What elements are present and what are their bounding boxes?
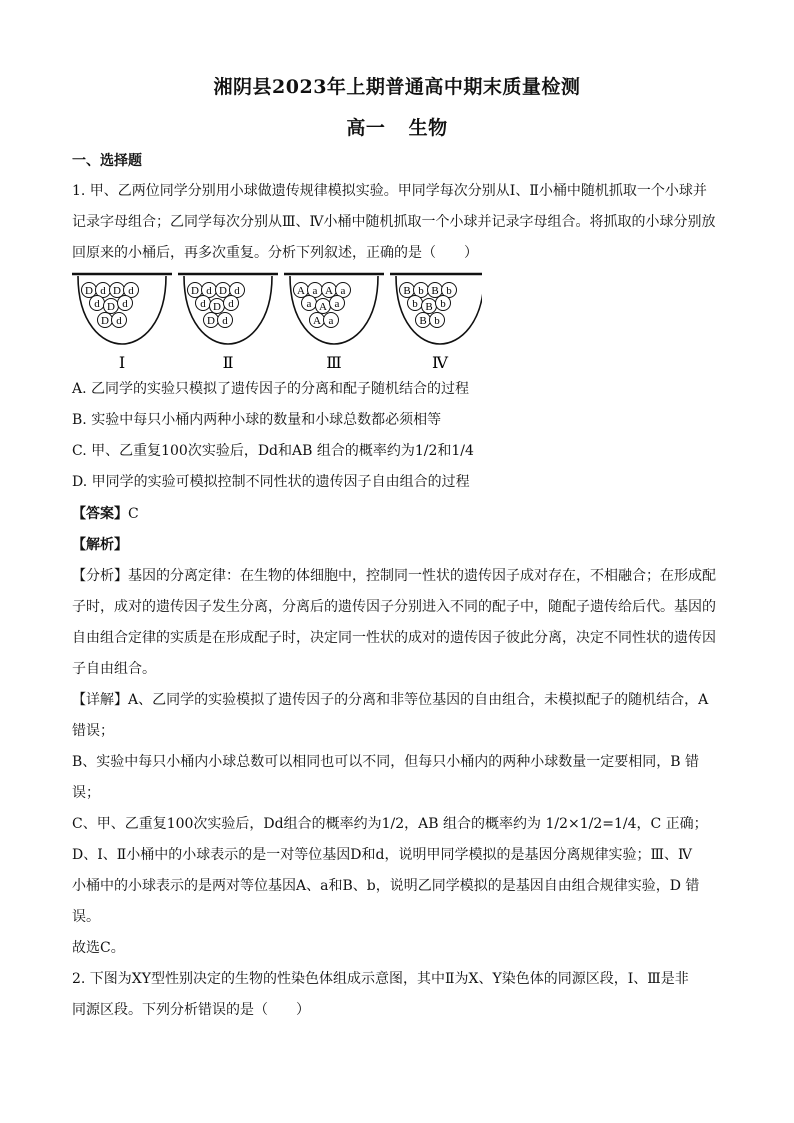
ball-letter: a	[328, 315, 334, 327]
ball-letter: d	[122, 298, 128, 310]
ball-letter: A	[313, 315, 321, 327]
fenxi-line: 子时，成对的遗传因子发生分离，分离后的遗传因子分别进入不同的配子中，随配子遗传给后代。基因的	[72, 599, 716, 615]
ball-letter: A	[319, 301, 327, 313]
ball-letter: D	[213, 301, 221, 313]
ball-letter: d	[116, 315, 122, 327]
ball-letter: d	[94, 298, 100, 310]
ball-letter: D	[219, 285, 227, 297]
xiangjie-line: 误；	[72, 785, 100, 801]
ball-letter: D	[107, 301, 115, 313]
ball-letter: d	[228, 298, 234, 310]
xiangjie-line: 错误；	[72, 723, 114, 739]
bucket-label: Ⅰ	[118, 353, 126, 372]
ball-letter: B	[425, 301, 433, 313]
bucket-label: Ⅱ	[222, 353, 234, 372]
bucket	[72, 274, 172, 372]
ball-letter: d	[234, 285, 240, 297]
ball-letter: d	[128, 285, 134, 297]
ball-letter: a	[312, 285, 318, 297]
ball-letter: A	[325, 285, 333, 297]
ball-letter: a	[306, 298, 312, 310]
section-heading: 一、选择题	[72, 153, 142, 169]
answer-label: 【答案】	[72, 506, 128, 522]
ball-letter: A	[297, 285, 305, 297]
ball-letter: a	[334, 298, 340, 310]
subtitle-subject: 生物	[408, 117, 448, 139]
option-b: B. 实验中每只小桶内两种小球的数量和小球总数都必须相等	[72, 412, 442, 428]
page-subtitle	[0, 113, 794, 140]
answer-line	[72, 499, 724, 530]
answer-block	[72, 499, 724, 1026]
option-c: C. 甲、乙重复100次实验后，Dd和AB 组合的概率约为1/2和1/4	[72, 443, 474, 459]
ball-letter: b	[434, 315, 440, 327]
stem-line: 1. 甲、乙两位同学分别用小球做遗传规律模拟实验。甲同学每次分别从Ⅰ、Ⅱ小桶中随机抓取一个小球并	[72, 183, 707, 199]
ball-letter: d	[222, 315, 228, 327]
bucket	[390, 274, 482, 372]
ball-letter: b	[418, 285, 424, 297]
xiangjie-line: 故选C。	[72, 940, 125, 956]
ball-letter: D	[101, 315, 109, 327]
ball-letter: d	[100, 285, 106, 297]
fenxi-line: 自由组合定律的实质是在形成配子时，决定同一性状的成对的遗传因子彼此分离，决定不同性状的遗传因	[72, 630, 716, 646]
page-title: 湘阴县2023年上期普通高中期末质量检测	[213, 76, 581, 98]
xiangjie-line: 【详解】A、乙同学的实验模拟了遗传因子的分离和非等位基因的自由组合，未模拟配子的随机结合，A	[72, 692, 709, 708]
bucket-figure	[72, 268, 482, 378]
question-1-stem	[72, 176, 724, 269]
ball-letter: D	[207, 315, 215, 327]
option-a: A. 乙同学的实验只模拟了遗传因子的分离和配子随机结合的过程	[72, 381, 470, 397]
fenxi-line: 【分析】基因的分离定律：在生物的体细胞中，控制同一性状的遗传因子成对存在，不相融合；在形成配	[72, 568, 716, 584]
xiangjie-line: D、Ⅰ、Ⅱ小桶中的小球表示的是一对等位基因D和d，说明甲同学模拟的是基因分离规律实验；Ⅲ、Ⅳ	[72, 847, 692, 863]
answer-value: C	[128, 506, 139, 522]
bucket	[284, 274, 384, 372]
xiangjie-line: C、甲、乙重复100次实验后，Dd组合的概率约为1/2，AB 组合的概率约为 1/2×1/2=1/4，C 正确；	[72, 816, 708, 832]
bucket-label: Ⅲ	[326, 353, 342, 372]
ball-letter: D	[191, 285, 199, 297]
ball-letter: B	[403, 285, 411, 297]
ball-letter: B	[419, 315, 427, 327]
option-d: D. 甲同学的实验可模拟控制不同性状的遗传因子自由组合的过程	[72, 474, 470, 490]
bucket-label: Ⅳ	[432, 353, 448, 372]
xiangjie-line: 小桶中的小球表示的是两对等位基因A、a和B、b，说明乙同学模拟的是基因自由组合规律实验，D 错	[72, 878, 700, 894]
q2-stem-line: 2. 下图为XY型性别决定的生物的性染色体组成示意图，其中Ⅱ为X、Y染色体的同源区段，Ⅰ、Ⅲ是非	[72, 971, 689, 987]
ball-letter: B	[431, 285, 439, 297]
stem-line: 记录字母组合；乙同学每次分别从Ⅲ、Ⅳ小桶中随机抓取一个小球并记录字母组合。将抓取的小球分别放	[72, 214, 716, 230]
ball-letter: d	[206, 285, 212, 297]
ball-letter: a	[340, 285, 346, 297]
analysis-label: 【解析】	[72, 537, 128, 553]
fenxi-line: 子自由组合。	[72, 661, 156, 677]
xiangjie-line: 误。	[72, 909, 100, 925]
ball-letter: b	[446, 285, 452, 297]
ball-letter: b	[412, 298, 418, 310]
xiangjie-line: B、实验中每只小桶内小球总数可以相同也可以不同，但每只小桶内的两种小球数量一定要相同，B 错	[72, 754, 700, 770]
ball-letter: D	[85, 285, 93, 297]
bucket	[178, 274, 278, 372]
ball-letter: b	[440, 298, 446, 310]
subtitle-grade: 高一	[346, 117, 386, 139]
ball-letter: d	[200, 298, 206, 310]
stem-line: 回原来的小桶后，再多次重复。分析下列叙述，正确的是（ ）	[72, 245, 478, 261]
ball-letter: D	[113, 285, 121, 297]
q2-stem-line: 同源区段。下列分析错误的是（ ）	[72, 1002, 310, 1018]
